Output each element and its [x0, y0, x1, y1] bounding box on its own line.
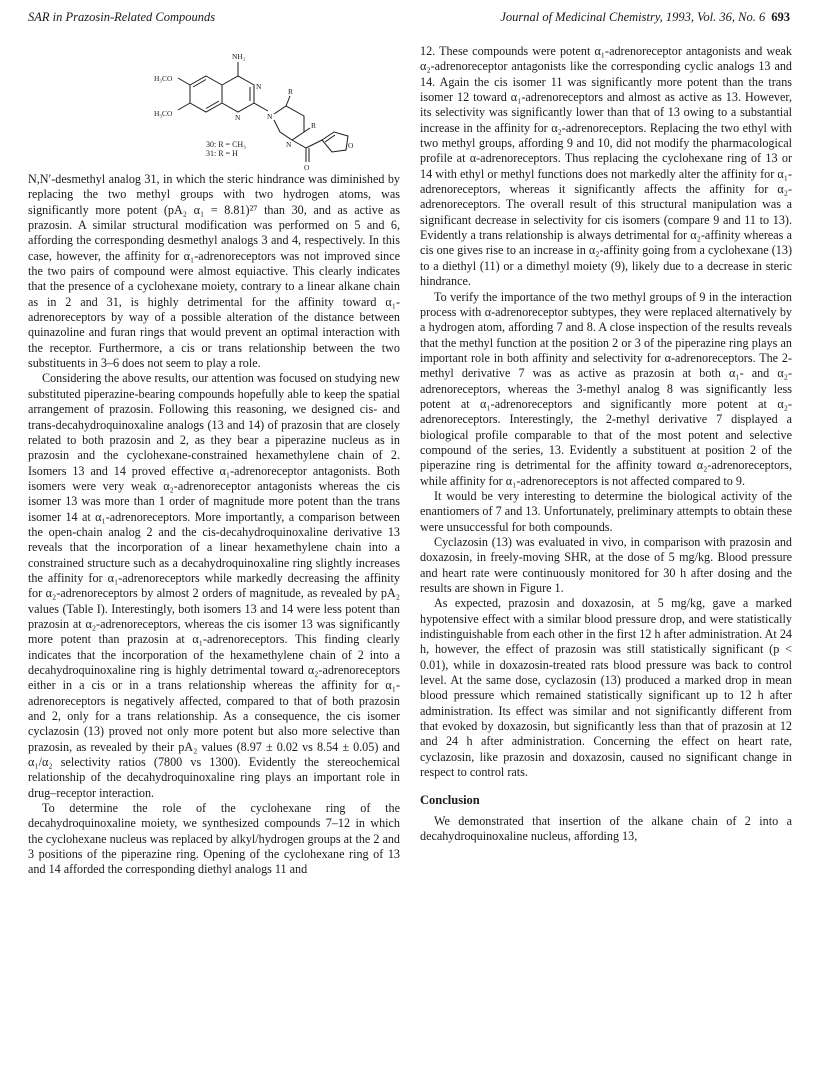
ring-nitrogen-1-label: N [235, 113, 241, 122]
left-paragraph-3: To determine the role of the cyclohexane ring of the decahydroquinoxaline moiety, we synthesized compounds 7–12 in which the cyclohexane nucleus was replaced by alkyl/hydrogen groups at the 2 and 3 positions of the piperazine ring. Opening of the cyclohexane ring of 13 and 14 afforded the corresponding diethyl analogs 11 and [28, 801, 400, 877]
right-paragraph-3: It would be very interesting to determine the biological activity of the enantiomers of 7 and 13. Unfortunately, preliminary attempts to obtain these were unsuccessful for both compounds. [420, 488, 792, 534]
furan-oxygen-label: O [348, 141, 354, 150]
left-paragraph-2: Considering the above results, our attention was focused on studying new substituted piperazine-bearing compounds hopefully able to keep the spatial arrangement of prazosin. Following this reasoning, we designed cis- and trans-decahydroquinoxaline analogs (13 and 14) of prazosin that are closely related to both prazosin and 2, as they bear a piperazine nucleus as in prazosin and the cyclohexane-constrained hexamethylene chain of 2. Isomers 13 and 14 proved effective α₁-adrenoreceptor antagonists. Both isomers were very weak α₂-adrenoreceptor antagonists whereas the cis isomer 13 was more than 1 order of magnitude more potent than the trans isomer 14 at α₁-adrenoreceptors. More importantly, a comparison between the open-chain analog 2 and the cis-decahydroquinoxaline derivative 13 reveals that the incorporation of a linear hexamethylene chain into a constrained structure such as a decahydroquinoxaline ring slightly increases the affinity for α₁-adrenoreceptors while markedly decreasing the affinity for α₂-adrenoreceptors by almost 2 orders of magnitude, as revealed by pA₂ values (Table I). Interestingly, both isomers 13 and 14 were less potent than prazosin at α₂-adrenoreceptors, whereas the cis isomer 13 was significantly more potent than prazosin at α₁-adrenoreceptors. This finding clearly indicates that the incorporation of the hexamethylene chain of 2 into a decahydroquinoxaline ring is highly detrimental toward α₂-adrenoreceptors either in a cis or in a trans relationship whereas the affinity for α₁-adrenoreceptors is negatively affected, compared to that of both prazosin and 2, only for a trans relationship. As a consequence, the cis isomer cyclazosin (13) proved not only more potent but also more selective than prazosin, as revealed by their pA₂ values (8.97 ± 0.02 vs 8.54 ± 0.05) and α₁/α₂ selectivity ratios (7800 vs 1300). Evidently the stereochemical relationship of the decahydroquinoxaline ring plays an important role in drug–receptor interaction. [28, 371, 400, 800]
methoxy-top-label: H₃CO [154, 74, 173, 83]
left-paragraph-1: N,N′-desmethyl analog 31, in which the steric hindrance was diminished by replacing the two methyl groups with two hydrogen atoms, was significantly more potent (pA₂ α₁ = 8.81)²⁷ than 30, and as active as prazosin. A similar structural modification was performed on 5 and 6, affording the corresponding desmethyl analogs 3 and 4, respectively. In this case, however, the affinity for α₁-adrenoreceptors was not improved since the two pairs of compound were almost equiactive. This clearly indicates that the presence of a cyclohexane moiety, contrary to a linear alkane chain as in 2 and 31, is highly detrimental for the affinity toward α₁-adrenoreceptors by way of a possible alteration of the distance between quinazoline and furan rings that would prevent an optimal interaction with the receptor. Furthermore, a cis or trans relationship between the two substituents in 3–6 does not seem to play a role. [28, 172, 400, 371]
pyrimidine-ring [222, 76, 254, 112]
right-paragraph-4: Cyclazosin (13) was evaluated in vivo, in comparison with prazosin and doxazosin, in freely-moving SHR, at the dose of 5 mg/kg. Blood pressure and heart rate were continuously monitored for 30 h after dosing and the results are shown in Figure 1. [420, 535, 792, 596]
compound-label-31: 31: R = H [206, 149, 238, 158]
left-column [28, 44, 400, 878]
running-header [28, 10, 790, 28]
ring-nitrogen-3-label: N [256, 82, 262, 91]
benzene-ring [190, 76, 222, 112]
substituent-r2-label: R [311, 121, 317, 130]
carbonyl-oxygen-label: O [304, 163, 310, 170]
right-paragraph-2: To verify the importance of the two methyl groups of 9 in the interaction process with α-adrenoreceptor subtypes, they were replaced alternatively by a hydrogen atom, affording 7 and 8. A close inspection of the results reveals that the methyl function at the position 2 or 3 of the piperazine ring plays an important role in both affinity and selectivity for α-adrenoreceptors. The 2-methyl derivative 7 was as active as prazosin at both α₁- and α₂-adrenoreceptors, whereas the 3-methyl analog 8 was significantly less potent at α₁-adrenoreceptors and significantly more potent at α₂-adrenoreceptors. Interestingly, the 2-methyl derivative 7 displayed a biological profile comparable to that of the most potent and selective compound of the series, 13. Evidently a substituent at position 2 of the piperazine ring is detrimental for the affinity toward α₂-adrenoreceptors, while affinity for α₁-adrenoreceptors is not affected compared to 9. [420, 289, 792, 488]
piperazine-nitrogen-4-label: N [286, 140, 292, 149]
journal-name: Journal of Medicinal Chemistry, 1993, Vol. 36, No. 6 [500, 10, 766, 24]
methoxy-bottom-label: H₃CO [154, 109, 173, 118]
right-paragraph-5: As expected, prazosin and doxazosin, at 5 mg/kg, gave a marked hypotensive effect with a similar blood pressure drop, and were statistically indistinguishable from each other in the first 12 h after administration. At 24 h, however, the effect of prazosin was still statistically significant (p < 0.01), while in doxazosin-treated rats blood pressure was back to control level. At the same dose, cyclazosin (13) produced a marked drop in mean blood pressure which remained statistically significant up to 12 h after administration. Its effect was similar and not significantly different from that evoked by doxazosin, but significantly less than that of prazosin at 12 and 24 h after administration. Concerning the effect on heart rate, cyclazosin, like prazosin and doxazosin, caused no significant change in respect to control rats. [420, 596, 792, 780]
substituent-r1-label: R [288, 87, 294, 96]
right-paragraph-1: 12. These compounds were potent α₁-adrenoreceptor antagonists and weak α₂-adrenoreceptor antagonists like the corresponding cyclic analogs 13 and 14. Again the cis isomer 11 was significantly more potent than the trans isomer 12 toward α₁-adrenoreceptors and almost as active as 13. However, its selectivity was significantly lower than that of 13 owing to a substantial increase in the affinity for α₂-adrenoreceptors. Replacing the two ethyl with two methyl groups, affording 9 and 10, did not modify the pharmacological profile at α-adrenoreceptors. Thus replacing the cyclohexane ring of 13 or 14 with ethyl or methyl functions does not markedly alter the affinity for α₁-adrenoreceptors, whereas it significantly affects the affinity for α₂-adrenoreceptors. The overall result of this structural manipulation was a significant decrease in selectivity for cis isomers (compare 9 and 11 to 13). Evidently a trans relationship is always detrimental for α₂-affinity whereas a cis one gives rise to an increase in α₂-affinity going from a cyclohexane (13) to a diethyl (11) or a dimethyl moiety (9), likely due to a decrease in steric hindrance. [420, 44, 792, 289]
amine-label: NH₂ [232, 52, 246, 61]
running-title: SAR in Prazosin-Related Compounds [28, 10, 216, 24]
compound-labels [206, 140, 246, 158]
page-number: 693 [771, 10, 790, 24]
right-column [420, 44, 792, 845]
conclusion-paragraph: We demonstrated that insertion of the alkane chain of 2 into a decahydroquinoxaline nucleus, affording 13, [420, 813, 792, 844]
compound-label-30: 30: R = CH₃ [206, 140, 246, 149]
piperazine-nitrogen-1-label: N [267, 112, 273, 121]
journal-citation [500, 10, 790, 25]
conclusion-heading: Conclusion [420, 792, 480, 807]
